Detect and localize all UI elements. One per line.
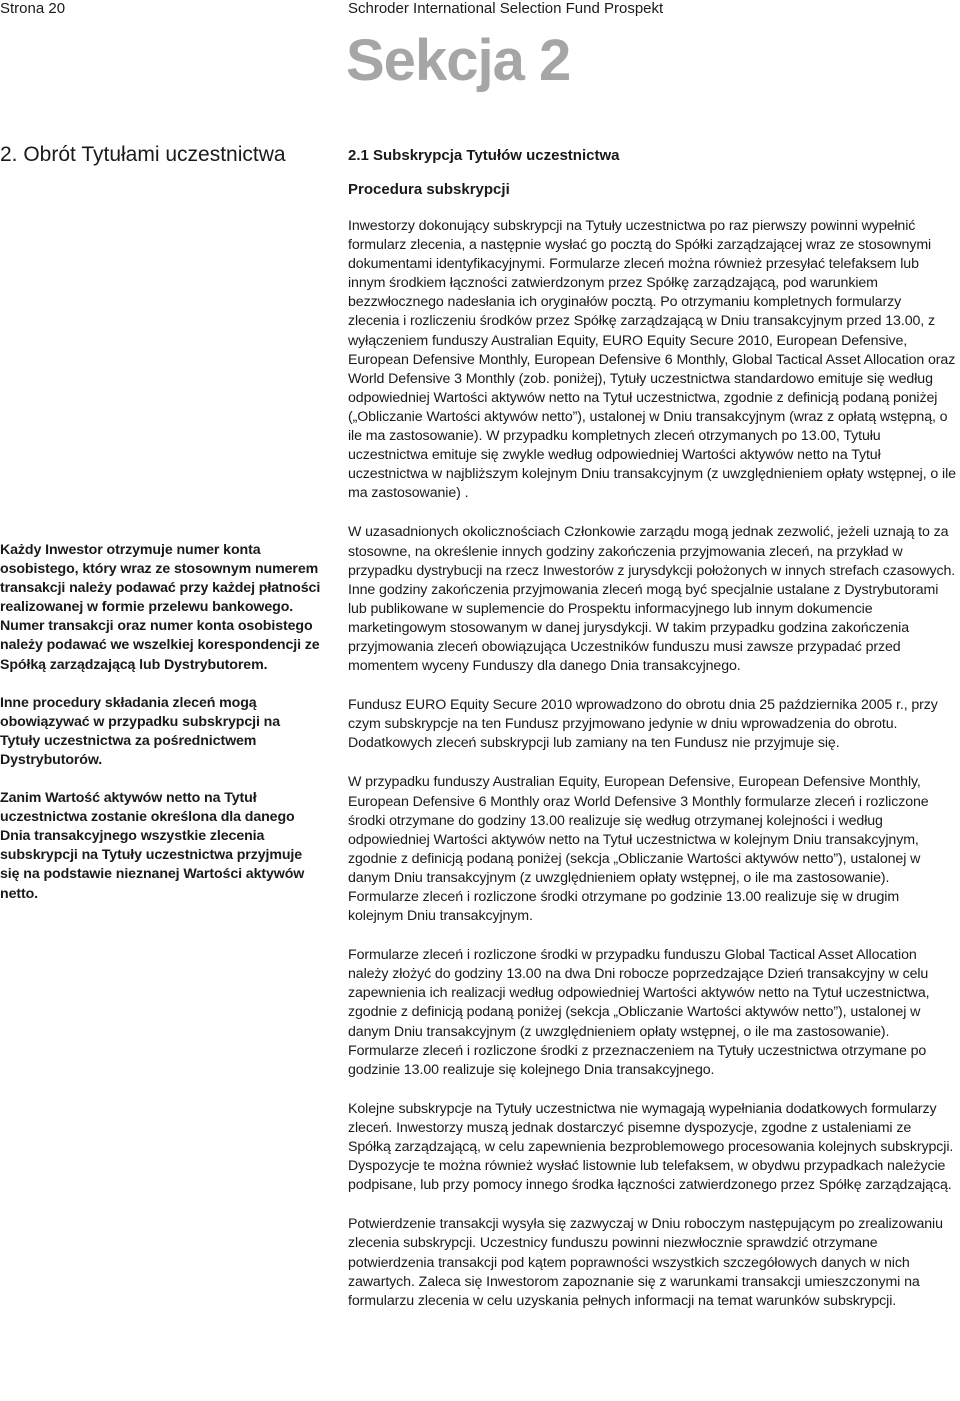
page-number: Strona 20	[0, 0, 66, 17]
sidebar-note-3: Zanim Wartość aktywów netto na Tytuł uczestnictwa zostanie określona dla danego Dnia transakcyjnego wszystkie zlecenia subskrypcji na Tytuły uczestnictwa przyjmuje się na podstawie nieznanej Wartości aktywów netto.	[0, 790, 305, 902]
body-paragraph-7: Potwierdzenie transakcji wysyła się zazwyczaj w Dniu roboczym następującym po zrealizowaniu zlecenia subskrypcji. Uczestnicy funduszu powinni niezwłocznie sprawdzić otrzymane potwierdzenia transakcji pod kątem poprawności wszystkich szczegółowych danych w nich zawartych. Zaleca się Inwestorom zapoznanie się z warunkami transakcji umieszczonymi na formularzu zlecenia w celu uzyskania pełnych informacji na temat warunków subskrypcji.	[348, 1216, 943, 1309]
body-paragraph-2: W uzasadnionych okolicznościach Członkowie zarządu mogą jednak zezwolić, jeżeli uznają to za stosowne, na określenie innych godziny zakończenia przyjmowania zleceń, na przykład w przypadku dystrybucji na rzecz Inwestorów z jurysdykcji położonych w innych strefach czasowych. Inne godziny zakończenia przyjmowania zleceń mogą być specjalnie ustalane z Dystrybutorami lub publikowane w suplemencie do Prospektu informacyjnego lub innym dokumencie marketingowym stosowanym w danej jurysdykcji. W takim przypadku godzina zakończenia przyjmowania zleceń obowiązująca Uczestników funduszu musi zawsze przypadać przed momentem wyceny Funduszy dla danego Dnia transakcyjnego.	[348, 524, 956, 675]
body-paragraph-4: W przypadku funduszy Australian Equity, European Defensive, European Defensive Monthly, European Defensive 6 Monthly oraz World Defensive 3 Monthly formularze zleceń i rozliczone środki otrzymane do godziny 13.00 realizuje się według otrzymanej kolejności i według odpowiedniej Wartości aktywów netto na Tytuł uczestnictwa w kolejnym Dniu transakcyjnym, zgodnie z definicją podaną poniżej (sekcja „Obliczanie Wartości aktywów netto”), ustalonej w danym Dniu transakcyjnym (z uwzględnieniem opłaty wstępnej, o ile ma zastosowanie). Formularze zleceń i rozliczone środki otrzymane po godzinie 13.00 realizuje się w drugim kolejnym Dniu transakcyjnym.	[348, 774, 929, 925]
subheading: Procedura subskrypcji	[348, 181, 510, 198]
body-paragraph-5: Formularze zleceń i rozliczone środki w przypadku funduszu Global Tactical Asset Allocation należy złożyć do godziny 13.00 na dwa Dni robocze poprzedzające Dzień transakcyjny w celu zapewnienia ich realizacji według odpowiedniej Wartości aktywów netto na Tytuł uczestnictwa, zgodnie z definicją podaną poniżej (sekcja „Obliczanie Wartości aktywów netto”), ustalonej w danym Dniu transakcyjnym (z uwzględnieniem opłaty wstępnej, o ile ma zastosowanie). Formularze zleceń i rozliczone środki z przeznaczeniem na Tytuły uczestnictwa otrzymane po godzinie 13.00 realizuje się kolejnego Dnia transakcyjnego.	[348, 947, 930, 1078]
section-heading: Sekcja 2	[346, 28, 571, 93]
sidebar-note-2: Inne procedury składania zleceń mogą obowiązywać w przypadku subskrypcji na Tytuły uczestnictwa za pośrednictwem Dystrybutorów.	[0, 694, 281, 768]
sidebar-notes	[0, 541, 322, 923]
body-paragraph-3: Fundusz EURO Equity Secure 2010 wprowadzono do obrotu dnia 25 października 2005 r., przy czym subskrypcje na ten Fundusz przyjmowano jedynie w dniu wprowadzenia do obrotu. Dodatkowych zleceń subskrypcji lub zamiany na ten Fundusz nie przyjmuje się.	[348, 697, 938, 752]
sidebar-note-1: Każdy Inwestor otrzymuje numer konta osobistego, który wraz ze stosownym numerem transakcji należy podawać przy każdej płatności realizowanej w formie przelewu bankowego. Numer transakcji oraz numer konta osobistego należy podawać we wszelkiej korespondencji ze Spółką zarządzającą lub Dystrybutorem.	[0, 542, 321, 673]
chapter-title: 2. Obrót Tytułami uczestnictwa	[0, 143, 286, 166]
main-column	[348, 217, 956, 1311]
body-paragraph-1: Inwestorzy dokonujący subskrypcji na Tytuły uczestnictwa po raz pierwszy powinni wypełnić formularz zlecenia, a następnie wysłać go pocztą do Spółki zarządzającej wraz ze stosownymi dokumentami identyfikacyjnymi. Formularze zleceń można również przesyłać telefaksem lub innym środkiem łączności zatwierdzonym przez Spółkę zarządzającą, pod warunkiem bezzwłocznego nadesłania ich oryginałów pocztą. Po otrzymaniu kompletnych formularzy zlecenia i rozliczeniu środków przez Spółkę zarządzającą w Dniu transakcyjnym przed 13.00, z wyłączeniem funduszy Australian Equity, EURO Equity Secure 2010, European Defensive, European Defensive Monthly, European Defensive 6 Monthly, Global Tactical Asset Allocation oraz World Defensive 3 Monthly (zob. poniżej), Tytuły uczestnictwa standardowo emituje się według odpowiedniej Wartości aktywów netto na Tytuł uczestnictwa, zgodnie z definicją podaną poniżej („Obliczanie Wartości aktywów netto”), ustalonej w Dniu transakcyjnym (wraz z opłatą wstępną, o ile ma zastosowanie). W przypadku kompletnych zleceń otrzymanych po 13.00, Tytułu uczestnictwa emituje się zwykle według odpowiedniej Wartości aktywów netto na Tytuł uczestnictwa w najbliższym kolejnym Dniu transakcyjnym (z uwzględnieniem opłaty wstępnej, o ile ma zastosowanie) .	[348, 218, 956, 502]
subsection-title: 2.1 Subskrypcja Tytułów uczestnictwa	[348, 147, 620, 164]
document-title: Schroder International Selection Fund Prospekt	[348, 0, 664, 17]
body-paragraph-6: Kolejne subskrypcje na Tytuły uczestnictwa nie wymagają wypełniania dodatkowych formularzy zleceń. Inwestorzy muszą jednak dostarczyć pisemne dyspozycje, zgodne z ustaleniami ze Spółką zarządzającą, w celu zapewnienia bezproblemowego procesowania kolejnych subskrypcji. Dyspozycje te można również wysłać listownie lub telefaksem, w obydwu przypadkach należycie podpisane, lub przy pomocy innego środka łączności zatwierdzonego przez Spółkę zarządzającą.	[348, 1100, 954, 1194]
